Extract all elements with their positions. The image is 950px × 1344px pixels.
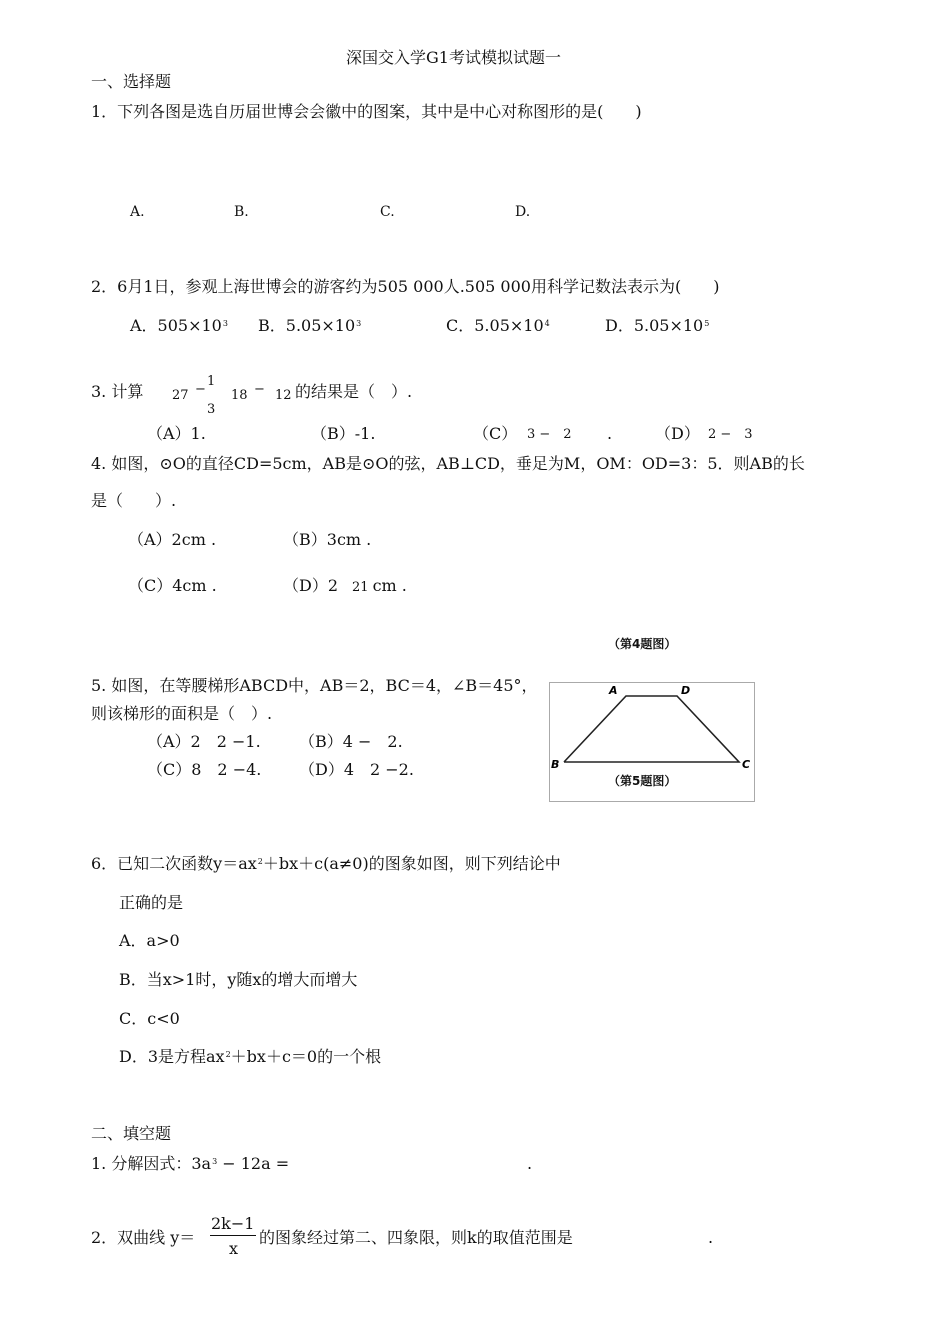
q3-tail: 的结果是（ ）. xyxy=(295,382,413,401)
q3-option-a: （A）1. xyxy=(147,424,206,443)
q3-minus-1: − xyxy=(195,382,206,397)
q5-label-d: D xyxy=(681,684,691,697)
q5-figure-caption: （第5题图） xyxy=(608,774,677,788)
q3-minus-2: − xyxy=(254,382,265,397)
q6-stem-line2: 正确的是 xyxy=(119,893,184,912)
fill-q2-pre: 2．双曲线 y＝ xyxy=(91,1228,196,1247)
q3-option-c-end: . xyxy=(607,424,613,443)
fill-q2-denominator: x xyxy=(229,1239,239,1258)
q3-frac-numerator: 1 xyxy=(207,374,216,389)
fill-q2-numerator: 2k−1 xyxy=(211,1214,255,1233)
q6-option-c: C．c<0 xyxy=(119,1009,180,1028)
fill-q2-fraction-bar xyxy=(210,1235,256,1236)
q6-option-a: A．a>0 xyxy=(119,931,180,950)
q5-label-c: C xyxy=(742,758,751,771)
q5-label-b: B xyxy=(551,758,560,771)
q4-option-c: （C）4cm . xyxy=(128,576,217,595)
q5-label-a: A xyxy=(609,684,618,697)
fill-q1: 1. 分解因式：$3a^3 - 12a$ = xyxy=(91,1154,290,1173)
q2-stem: 2．6月1日，参观上海世博会的游客约为505 000人.505 000用科学记数法表示为( ) xyxy=(91,277,720,296)
q1-option-d: D. xyxy=(515,204,531,220)
q2-option-b: B．$5.05\times 10^3$ xyxy=(258,316,362,335)
q4-option-d: （D）2 21 cm . xyxy=(283,576,407,595)
q4-figure-caption: （第4题图） xyxy=(608,637,677,651)
q5-option-a: （A）2 2 −1. xyxy=(147,732,261,751)
q5-option-c: （C）8 2 −4. xyxy=(147,760,262,779)
q3-option-d-label: （D） xyxy=(655,424,700,443)
q3-term-18: 18 xyxy=(231,388,248,403)
q5-option-b: （B）4 − 2. xyxy=(299,732,403,751)
q2-option-a: A．$505\times 10^3$ xyxy=(130,316,228,335)
q6-stem-line1: 6．已知二次函数$y=ax^2+bx+c(a\ne 0)$的图象如图，则下列结论中 xyxy=(91,854,561,873)
fill-q2-post: 的图象经过第二、四象限，则k的取值范围是 xyxy=(259,1228,573,1247)
fill-q1-end: . xyxy=(527,1154,533,1173)
q3-option-c-expr: 3 − 2 xyxy=(527,427,572,442)
q1-stem: 1．下列各图是选自历届世博会会徽中的图案，其中是中心对称图形的是( ) xyxy=(91,102,642,121)
q3-option-c-label: （C） xyxy=(473,424,518,443)
q4-option-a: （A）2cm . xyxy=(128,530,217,549)
q4-stem-line2: 是（ ）. xyxy=(91,491,177,510)
q3-term-27: 27 xyxy=(172,388,189,403)
q1-option-c: C. xyxy=(380,204,395,220)
q1-option-a: A. xyxy=(130,204,145,220)
section-heading-fill: 二、填空题 xyxy=(91,1124,172,1143)
q3-option-d-expr: 2 − 3 xyxy=(708,427,753,442)
fill-q2-end: . xyxy=(708,1228,714,1247)
q6-option-d: D．3是方程$ax^2+bx+c=0$的一个根 xyxy=(119,1047,382,1066)
section-heading-choice: 一、选择题 xyxy=(91,72,172,91)
q4-option-b: （B）3cm . xyxy=(283,530,372,549)
q1-option-b: B. xyxy=(234,204,249,220)
page-title: 深国交入学G1考试模拟试题一 xyxy=(346,48,561,67)
q5-stem-line2: 则该梯形的面积是（ ）. xyxy=(91,704,273,723)
q5-stem-line1: 5. 如图，在等腰梯形ABCD中，AB＝2，BC＝4，∠B＝45°， xyxy=(91,676,538,695)
q3-term-12: 12 xyxy=(275,388,292,403)
q5-trapezoid xyxy=(564,696,739,762)
q3-option-b: （B）-1. xyxy=(311,424,376,443)
q5-option-d: （D）4 2 −2. xyxy=(299,760,414,779)
q2-option-d: D．$5.05\times 10^5$ xyxy=(605,316,710,335)
q2-option-c: C．$5.05\times 10^4$ xyxy=(446,316,550,335)
q3-frac-denominator: 3 xyxy=(207,402,216,417)
q3-label: 3. 计算 xyxy=(91,382,144,401)
q4-stem-line1: 4. 如图，⊙O的直径CD=5cm，AB是⊙O的弦，AB⊥CD，垂足为M，OM：OD=3：5．则AB的长 xyxy=(91,454,805,473)
q6-option-b: B．当x>1时，y随x的增大而增大 xyxy=(119,970,358,989)
